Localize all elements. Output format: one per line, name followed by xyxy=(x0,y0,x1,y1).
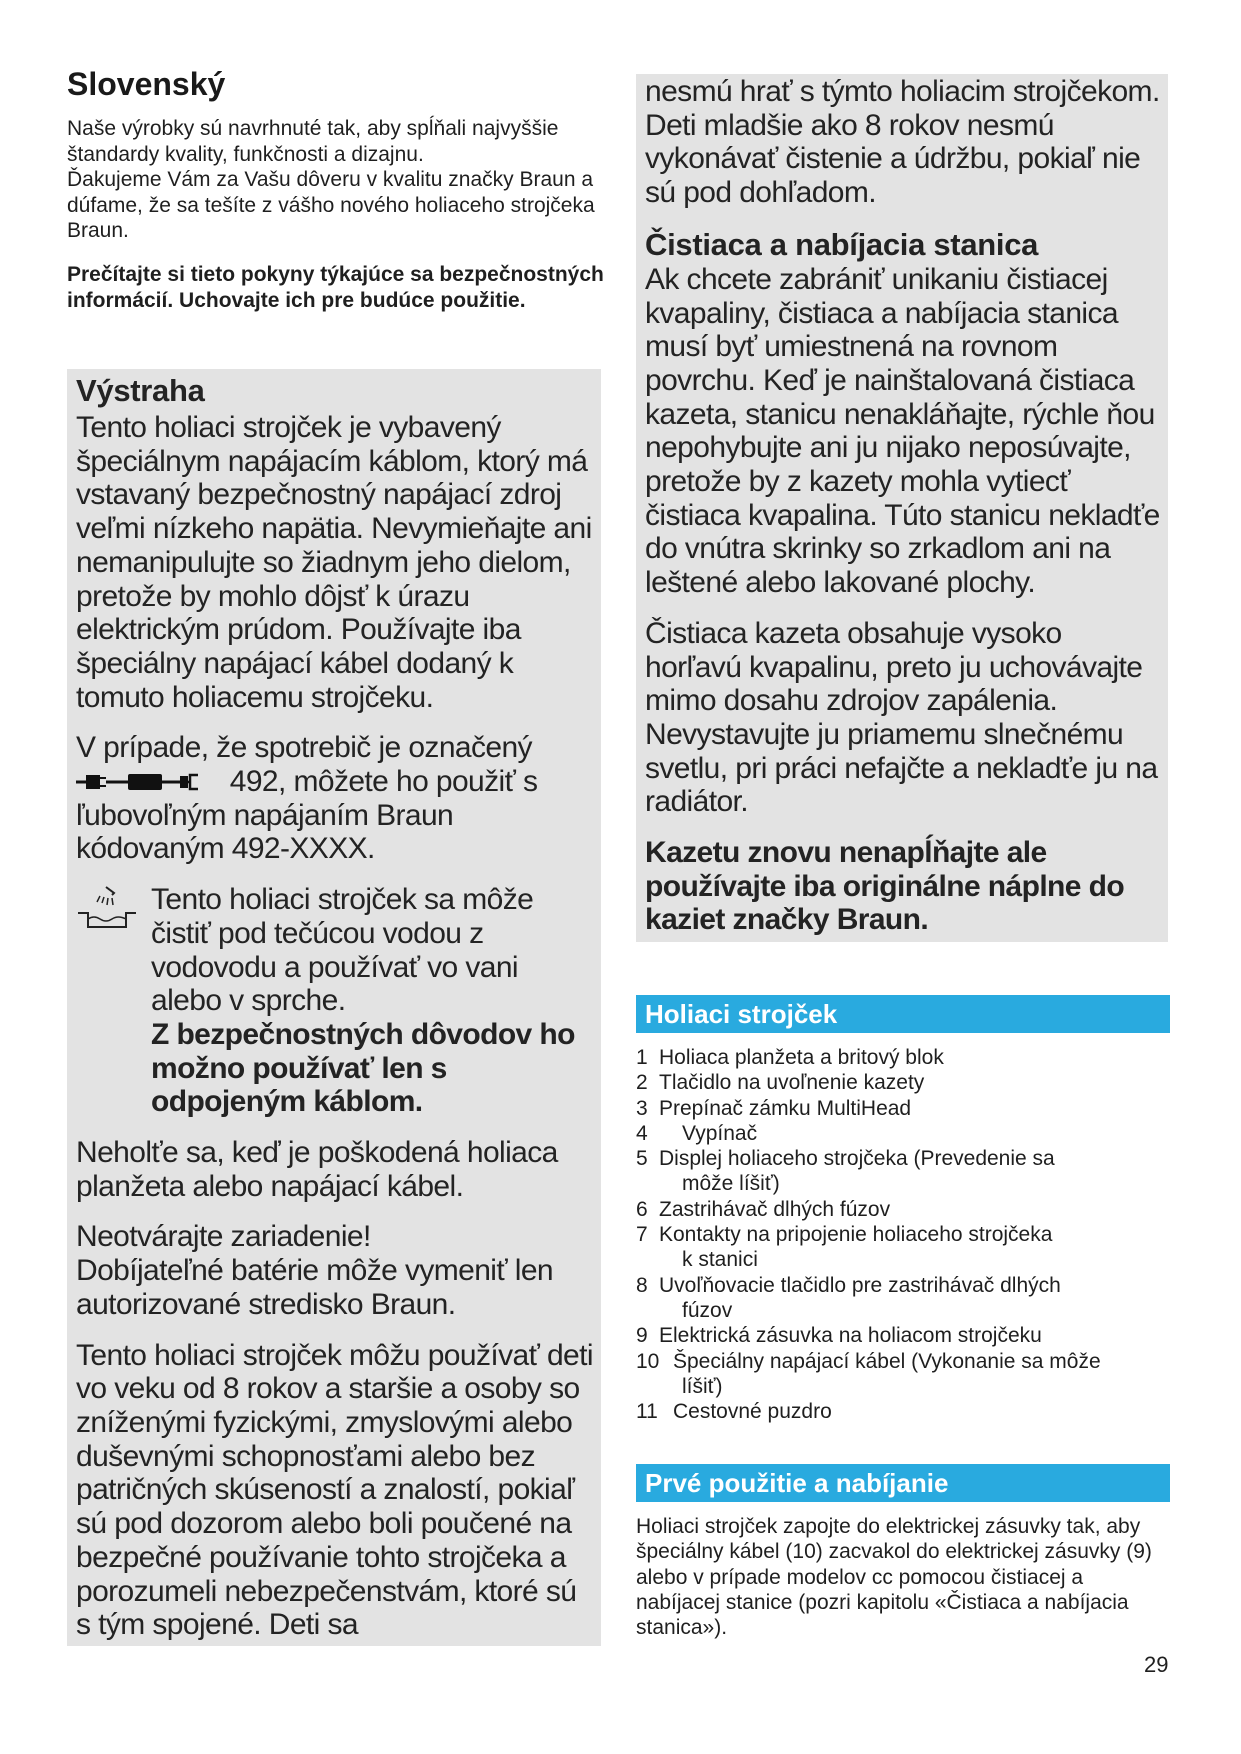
safety-notice: Prečítajte si tieto pokyny týkajúce sa bezpečnostných informácií. Uchovajte ich pre budúce použitie. xyxy=(67,263,604,312)
station-bold-paragraph: Kazetu znovu nenapĺňajte ale používajte iba originálne náplne do kaziet značky Braun. xyxy=(645,836,1125,937)
page-number: 29 xyxy=(1144,1652,1169,1677)
list-item-number: 9 xyxy=(636,1324,648,1348)
list-item-number: 6 xyxy=(636,1197,648,1221)
list-item-continuation: k stanici xyxy=(682,1248,758,1272)
list-item-continuation: môže líšiť) xyxy=(682,1172,780,1196)
warning-paragraph-6: Tento holiaci strojček môžu používať deti vo veku od 8 rokov a staršie a osoby so zníženými fyzickými, zmyslovými alebo duševnými schopnosťami alebo bez patričných skúseností a znalostí, pokiaľ sú pod dozorom alebo boli poučené na bezpečné používanie tohto strojčeka a porozumeli nebezpečenstvám, ktoré sú s tým spojené. Deti sa xyxy=(76,1338,593,1642)
station-title: Čistiaca a nabíjacia stanica xyxy=(645,226,1039,262)
list-item-number: 2 xyxy=(636,1071,648,1095)
bath-notice xyxy=(76,883,596,1119)
warning-p2-after: 492, môžete ho použiť s ľubovoľným napájaním Braun kódovaným 492-XXXX. xyxy=(76,765,538,866)
list-item-number: 3 xyxy=(636,1096,648,1120)
list-item-text: Tlačidlo na uvoľnenie kazety xyxy=(659,1071,925,1095)
plug-symbol-icon xyxy=(76,770,222,794)
list-item-number: 10 xyxy=(636,1349,660,1373)
language-title: Slovenský xyxy=(67,66,226,102)
warning-paragraph-1: Tento holiaci strojček je vybavený špeciálnym napájacím káblom, ktorý má vstavaný bezpečnostný napájací zdroj veľmi nízkeho napätia. Nevymieňajte ani nemanipulujte so žiadnym jeho dielom, pretože by mohlo dôjsť k úrazu elektrickým prúdom. Používajte iba špeciálny napájací kábel dodaný k tomuto holiacemu strojčeku. xyxy=(76,411,592,714)
list-item-text: Cestovné puzdro xyxy=(673,1400,832,1424)
list-item-text: Špeciálny napájací kábel (Vykonanie sa môže xyxy=(673,1349,1101,1373)
list-item-text: Kontakty na pripojenie holiaceho strojčeka xyxy=(659,1223,1053,1247)
warning-paragraph-2 xyxy=(76,731,596,866)
warning-box xyxy=(67,369,601,1646)
warning-paragraph-4: Neholťe sa, keď je poškodená holiaca planžeta alebo napájací kábel. xyxy=(76,1136,558,1203)
children-continuation: nesmú hrať s týmto holiacim strojčekom. Deti mladšie ako 8 rokov nesmú vykonávať čistenie a údržbu, pokiaľ nie sú pod dohľadom. xyxy=(645,75,1160,210)
list-item-continuation: líšiť) xyxy=(682,1374,723,1398)
list-item xyxy=(636,1146,1170,1197)
list-item xyxy=(636,1399,1170,1424)
warning-paragraph-5 xyxy=(76,1220,596,1321)
list-item-number: 8 xyxy=(636,1273,648,1297)
parts-list xyxy=(636,1045,1170,1424)
first-use-text: Holiaci strojček zapojte do elektrickej zásuvky tak, aby špeciálny kábel (10) zacvakol do elektrickej zásuvky (9) alebo v prípade modelov cc pomocou čistiacej a nabíjacej stanice (pozri kapitolu «Čistiaca a nabíjacia stanica»). xyxy=(636,1515,1152,1640)
list-item-number: 4 xyxy=(636,1121,648,1145)
list-item-number: 1 xyxy=(636,1046,648,1069)
list-item-text: Zastrihávač dlhých fúzov xyxy=(659,1197,891,1221)
list-item-text: Displej holiaceho strojčeka (Prevedenie sa xyxy=(659,1147,1055,1171)
shower-bath-icon xyxy=(76,883,138,937)
list-item-number: 11 xyxy=(636,1400,658,1424)
warning-p5-line1: Neotvárajte zariadenie! xyxy=(76,1220,371,1254)
station-paragraph-1: Ak chcete zabrániť unikaniu čistiacej kvapaliny, čistiaca a nabíjacia stanica musí byť umiestnená na rovnom povrchu. Keď je nainštalovaná čistiaca kazeta, stanicu nenakláňajte, rýchle ňou nepohybujte ani ju nijako neposúvajte, pretože by z kazety mohla vytiecť čistiaca kvapalina. Túto stanicu nekladťe do vnútra skrinky so zrkadlom ani na leštené alebo lakované plochy. xyxy=(645,262,1160,600)
list-item xyxy=(636,1349,1170,1400)
list-item xyxy=(636,1121,1170,1146)
list-item xyxy=(636,1222,1170,1273)
list-item-text: Vypínač xyxy=(682,1121,758,1145)
list-item xyxy=(636,1323,1170,1348)
list-item-text: Elektrická zásuvka na holiacom strojčeku xyxy=(659,1324,1042,1348)
station-paragraph-2: Čistiaca kazeta obsahuje vysoko horľavú kvapalinu, preto ju uchovávajte mimo dosahu zdrojov zapálenia. Nevystavujte ju priamemu slnečnému svetlu, pri práci nefajčte a nekladťe ju na radiátor. xyxy=(645,616,1158,819)
list-item-text: Holiaca planžeta a britový blok xyxy=(659,1046,944,1069)
shaver-section-header: Holiaci strojček xyxy=(636,995,1170,1033)
list-item xyxy=(636,1096,1170,1121)
intro-text xyxy=(67,116,607,244)
station-box xyxy=(636,74,1168,942)
list-item-number: 5 xyxy=(636,1147,648,1171)
bath-text: Tento holiaci strojček sa môže čistiť pod tečúcou vodou z vodovodu a používať vo vani alebo v sprche. xyxy=(151,883,534,1018)
warning-title: Výstraha xyxy=(76,373,205,408)
warning-p2-before: V prípade, že spotrebič je označený xyxy=(76,731,532,765)
list-item xyxy=(636,1273,1170,1324)
warning-p5-line2: Dobíjateľné batérie môže vymeniť len autorizované stredisko Braun. xyxy=(76,1254,553,1321)
intro-paragraph-1: Naše výrobky sú navrhnuté tak, aby spĺňali najvyššie štandardy kvality, funkčnosti a dizajnu. xyxy=(67,117,559,166)
list-item xyxy=(636,1045,1170,1070)
intro-paragraph-2: Ďakujeme Vám za Vašu dôveru v kvalitu značky Braun a dúfame, že sa tešíte z vášho nového holiaceho strojčeka Braun. xyxy=(67,168,595,242)
bath-bold-text: Z bezpečnostných dôvodov ho možno používať len s odpojeným káblom. xyxy=(151,1017,575,1119)
list-item-text: Uvoľňovacie tlačidlo pre zastrihávač dlhých xyxy=(659,1273,1061,1297)
list-item xyxy=(636,1070,1170,1095)
list-item-number: 7 xyxy=(636,1223,648,1247)
first-use-section-header: Prvé použitie a nabíjanie xyxy=(636,1464,1170,1502)
list-item xyxy=(636,1197,1170,1222)
list-item-continuation: fúzov xyxy=(682,1298,733,1322)
list-item-text: Prepínač zámku MultiHead xyxy=(659,1096,912,1120)
